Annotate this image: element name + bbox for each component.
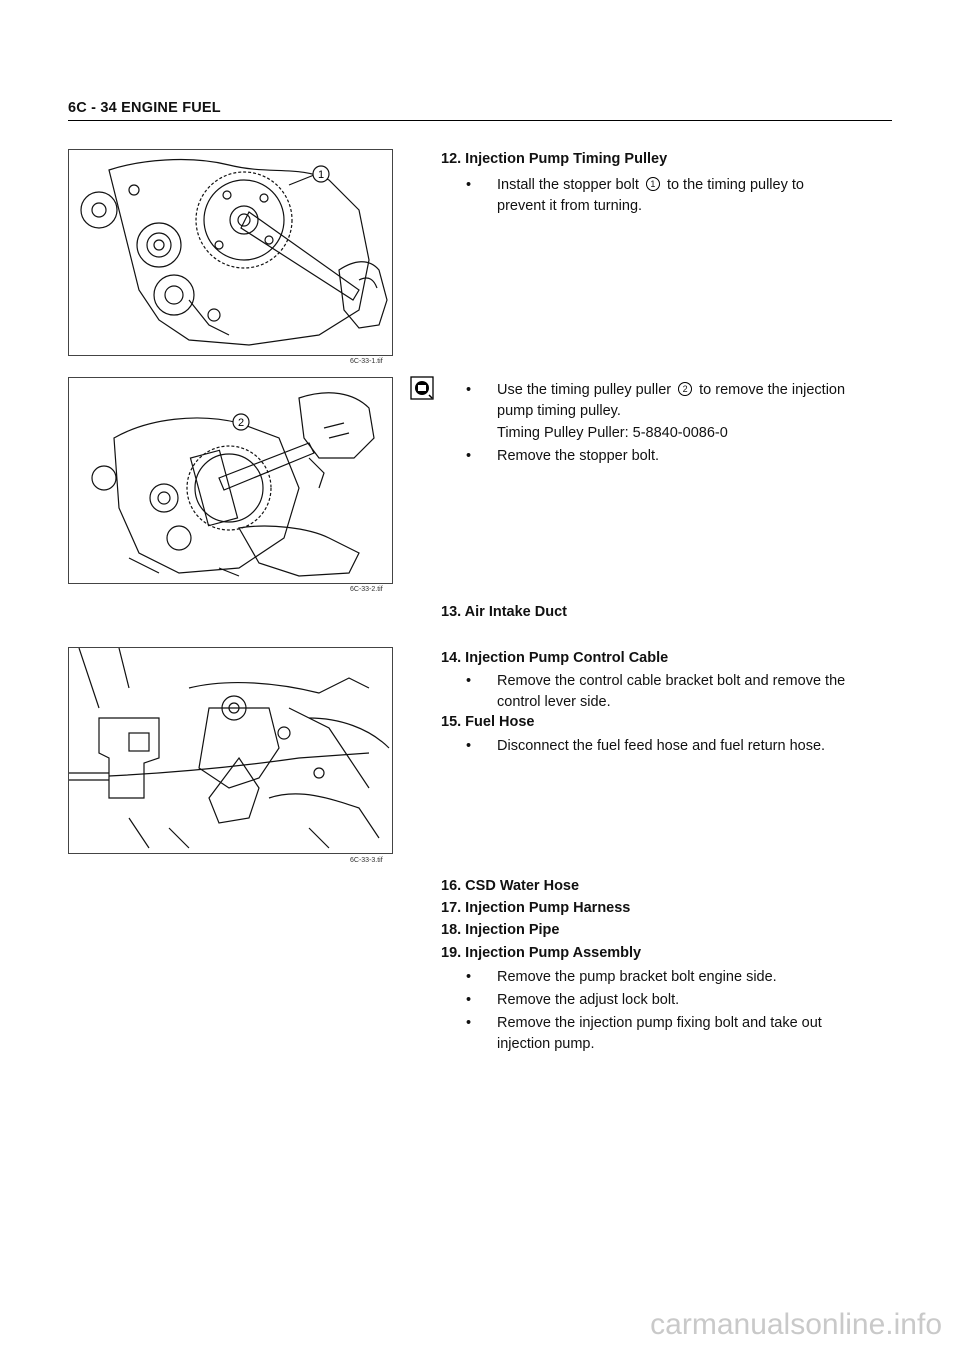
figure-label-2: 6C-33-2.tif: [350, 586, 383, 593]
figure-timing-pulley-puller: [68, 377, 393, 584]
step-12-bullet-1-post: to the timing pulley to: [666, 177, 804, 193]
step-19-bullet-2-text: Remove the adjust lock bolt.: [497, 992, 680, 1008]
callout-1: 1: [317, 169, 325, 181]
header-divider: [68, 120, 892, 121]
engine-illustration-2: [69, 378, 392, 583]
callout-2: 2: [237, 417, 245, 429]
step-14-bullet-1: [466, 671, 896, 713]
step-19-bullet-1: [466, 967, 896, 988]
step-18-title: 18. Injection Pipe: [441, 922, 560, 938]
puller-bullet-2: [466, 446, 896, 467]
step-12-bullet-1: [466, 175, 896, 217]
figure-timing-pulley-stopper: [68, 149, 393, 356]
special-tool-icon: [410, 376, 434, 400]
tool-part-number: Timing Pulley Puller: 5-8840-0086-0: [497, 425, 728, 441]
bullet-dot: •: [466, 738, 472, 754]
step-17-title: 17. Injection Pump Harness: [441, 900, 631, 916]
step-14-bullet-1-line2: control lever side.: [497, 694, 611, 710]
circled-number-2: 2: [678, 382, 692, 396]
figure-injection-pump: [68, 647, 393, 854]
step-14-title: 14. Injection Pump Control Cable: [441, 650, 669, 666]
step-19-bullet-3-line2: injection pump.: [497, 1036, 595, 1052]
step-13-title: 13. Air Intake Duct: [441, 604, 567, 620]
engine-illustration-1: [69, 150, 392, 355]
circled-number-1: 1: [646, 177, 660, 191]
step-12-title: 12. Injection Pump Timing Pulley: [441, 151, 668, 167]
step-15-bullet-1: [466, 736, 896, 757]
step-15-title: 15. Fuel Hose: [441, 714, 535, 730]
engine-illustration-3: [69, 648, 392, 853]
bullet-dot: •: [466, 382, 472, 398]
puller-bullet-1-post: to remove the injection: [699, 382, 846, 398]
step-14-bullet-1-line1: Remove the control cable bracket bolt and remove the: [497, 673, 846, 689]
step-19-bullet-2: [466, 990, 896, 1011]
watermark: carmanualsonline.info: [650, 1308, 942, 1341]
bullet-dot: •: [466, 992, 472, 1008]
bullet-dot: •: [466, 177, 472, 193]
figure-label-1: 6C-33-1.tif: [350, 358, 383, 365]
page-header: 6C - 34 ENGINE FUEL: [68, 100, 221, 116]
puller-bullet-1: [466, 380, 896, 422]
step-12-bullet-1-line2: prevent it from turning.: [497, 198, 643, 214]
step-19-bullet-3: [466, 1013, 896, 1055]
step-16-title: 16. CSD Water Hose: [441, 878, 580, 894]
bullet-dot: •: [466, 1015, 472, 1031]
puller-bullet-1-line2: pump timing pulley.: [497, 403, 621, 419]
step-19-title: 19. Injection Pump Assembly: [441, 945, 642, 961]
bullet-dot: •: [466, 448, 472, 464]
step-19-bullet-3-line1: Remove the injection pump fixing bolt and take out: [497, 1015, 822, 1031]
step-19-bullet-1-text: Remove the pump bracket bolt engine side.: [497, 969, 777, 985]
step-12-bullet-1-pre: Install the stopper bolt: [497, 177, 639, 193]
figure-label-3: 6C-33-3.tif: [350, 857, 383, 864]
step-15-bullet-1-text: Disconnect the fuel feed hose and fuel return hose.: [497, 738, 826, 754]
bullet-dot: •: [466, 969, 472, 985]
puller-bullet-1-pre: Use the timing pulley puller: [497, 382, 672, 398]
bullet-dot: •: [466, 673, 472, 689]
puller-bullet-2-text: Remove the stopper bolt.: [497, 448, 660, 464]
